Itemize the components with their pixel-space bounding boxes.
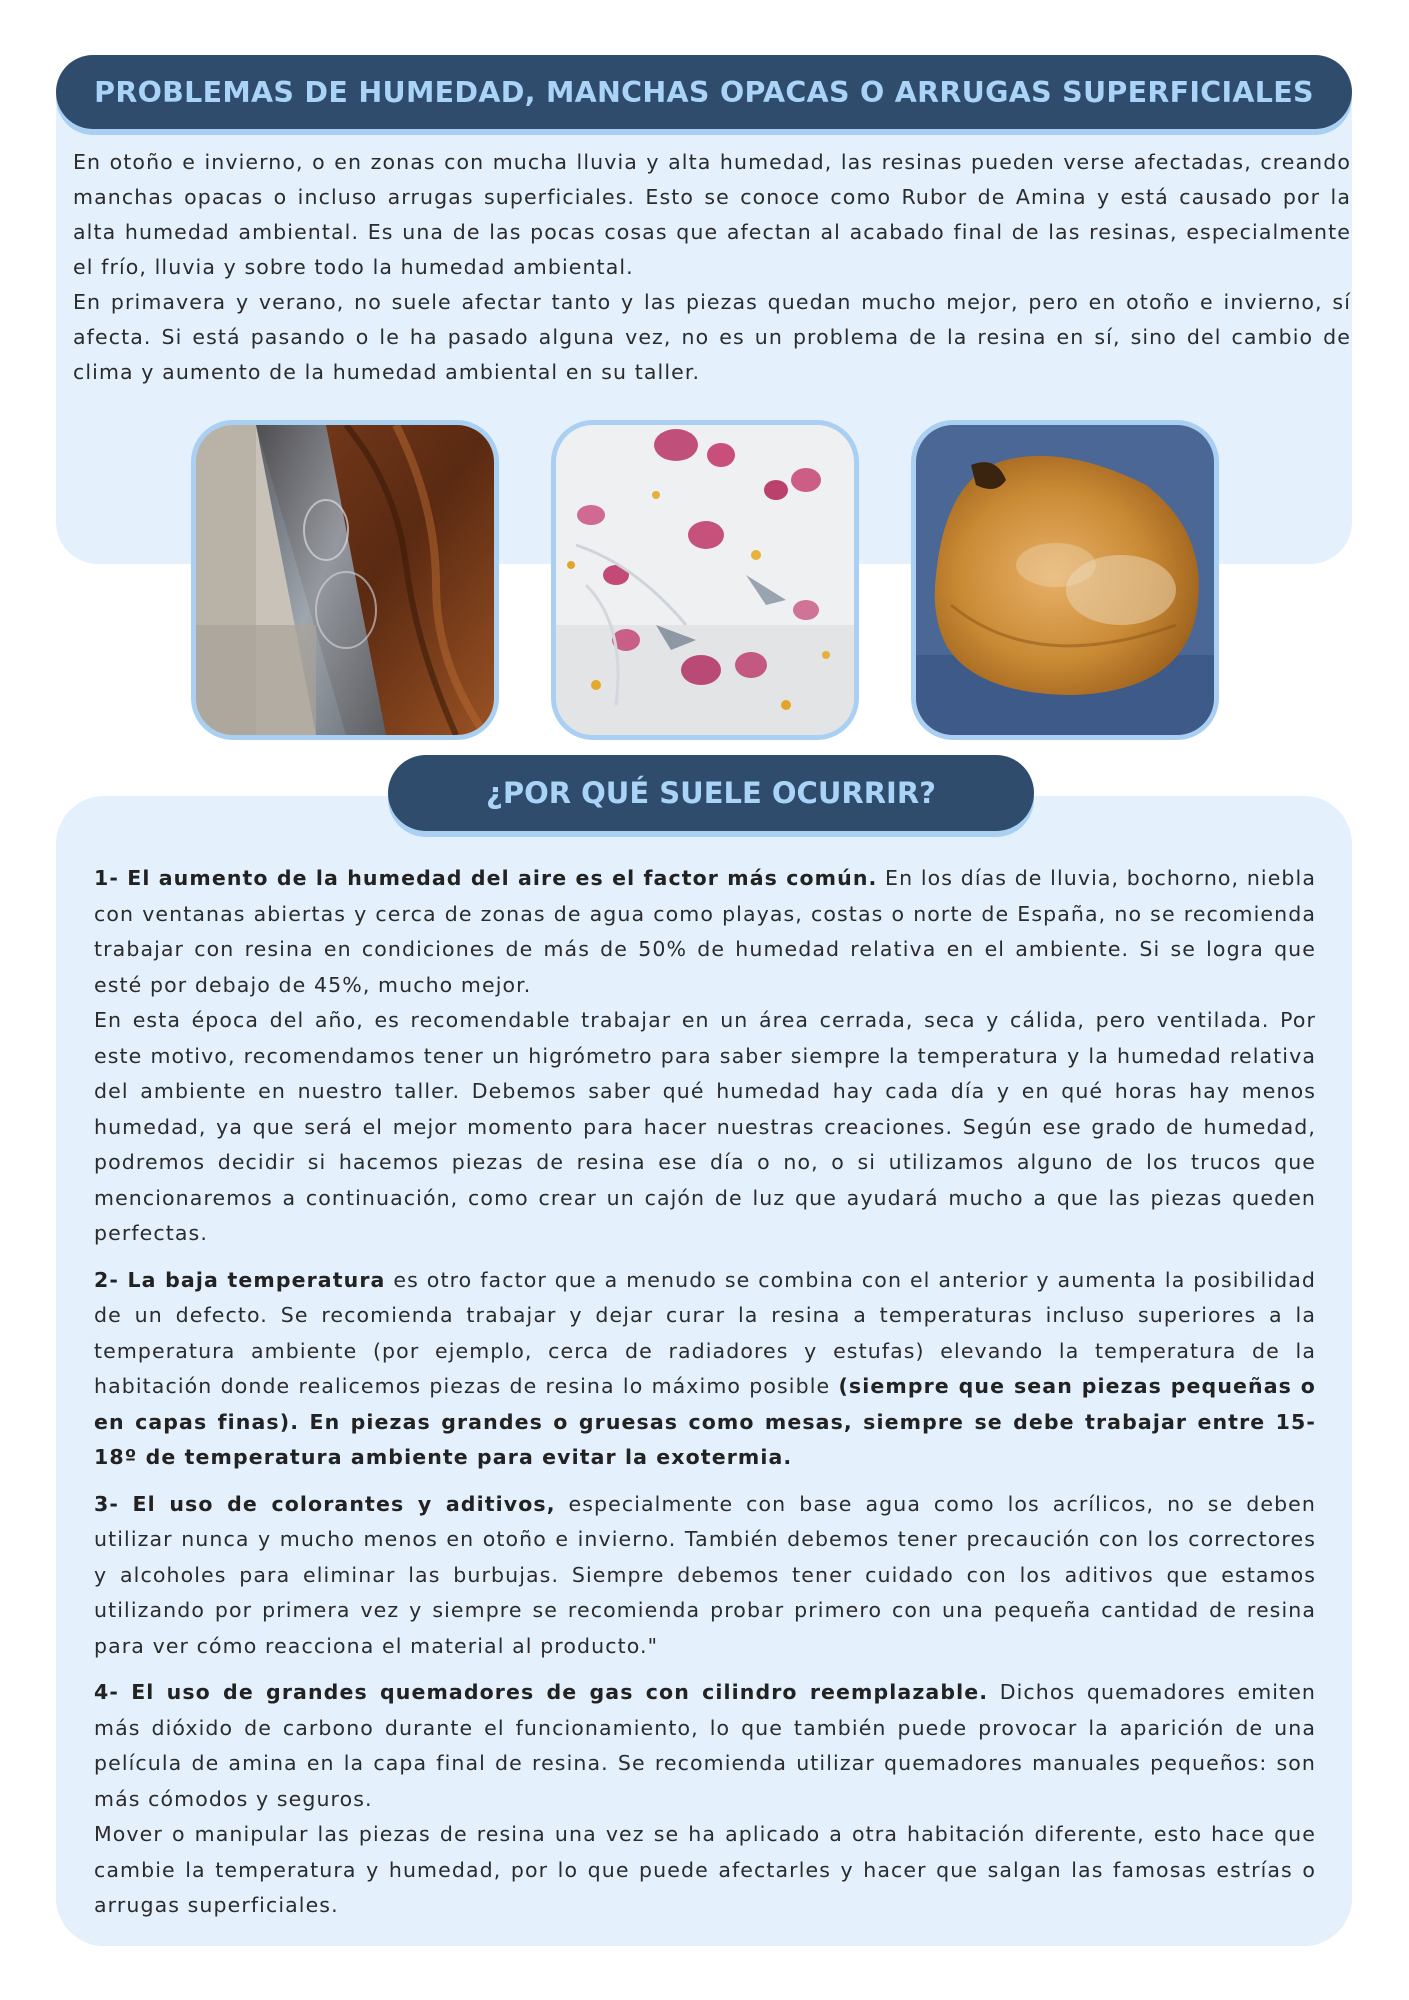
reason-4-continuation: Mover o manipular las piezas de resina una vez se ha aplicado a otra habitación diferente, esto hace que cambie la temperatura y humedad, por lo que puede afectarles y hacer que salgan las famosas estrías o arrugas superficiales. bbox=[94, 1822, 1316, 1917]
intro-text bbox=[73, 145, 1351, 390]
photo-row bbox=[0, 420, 1409, 742]
reason-2-text: es otro factor que a menudo se combina con el anterior y aumenta la posibilidad de un defecto. Se recomienda trabajar y dejar curar la resina a temperaturas incluso superiores a la temperatura ambiente (por ejemplo, cerca de radiadores y estufas) elevando la temperatura de la habitación donde realicemos piezas de resina lo máximo posible bbox=[94, 1267, 1316, 1398]
reason-3 bbox=[94, 1487, 1316, 1665]
reason-4-lead: 4- El uso de grandes quemadores de gas con cilindro reemplazable. bbox=[94, 1680, 989, 1704]
reason-3-text: especialmente con base agua como los acrílicos, no se deben utilizar nunca y mucho menos en otoño e invierno. También debemos tener precaución con los correctores y alcoholes para eliminar las burbujas. Siempre debemos tener cuidado con los aditivos que estamos utilizando por primera vez y siempre se recomienda probar primero con una pequeña cantidad de resina para ver cómo reacciona el material al producto." bbox=[94, 1491, 1316, 1658]
photo-flower-resin bbox=[551, 420, 859, 740]
reason-4 bbox=[94, 1675, 1316, 1817]
intro-paragraph-2: En primavera y verano, no suele afectar tanto y las piezas quedan mucho mejor, pero en otoño e invierno, sí afecta. Si está pasando o le ha pasado alguna vez, no es un problema de la resina en sí, sino del cambio de clima y aumento de la humedad ambiental en su taller. bbox=[73, 290, 1351, 384]
reason-1-text: En los días de lluvia, bochorno, niebla con ventanas abiertas y cerca de zonas de agua como playas, costas o norte de España, no se recomienda trabajar con resina en condiciones de más de 50% de humedad relativa en el ambiente. Si se logra que esté por debajo de 45%, mucho mejor. bbox=[94, 866, 1316, 997]
reason-2-lead: 2- La baja temperatura bbox=[94, 1267, 386, 1292]
reason-1 bbox=[94, 861, 1316, 1003]
section-header-humedad bbox=[56, 55, 1352, 129]
reason-1-lead: 1- El aumento de la humedad del aire es el factor más común. bbox=[94, 866, 878, 890]
photo-wood-resin bbox=[191, 420, 499, 740]
section-header-causes bbox=[388, 755, 1034, 831]
reason-3-lead: 3- El uso de colorantes y aditivos, bbox=[94, 1491, 556, 1516]
reason-2-bold-note: (siempre que sean piezas pequeñas o en capas finas). En piezas grandes o gruesas como mesas, siempre se debe trabajar entre 15-18º de temperatura ambiente para evitar la exotermia. bbox=[94, 1374, 1316, 1469]
reasons-text bbox=[94, 861, 1316, 1935]
reason-4-text: Dichos quemadores emiten más dióxido de carbono durante el funcionamiento, lo que también puede provocar la aparición de una película de amina en la capa final de resina. Se recomienda utilizar quemadores manuales pequeños: son más cómodos y seguros. bbox=[94, 1680, 1316, 1811]
reason-1-continuation: En esta época del año, es recomendable trabajar en un área cerrada, seca y cálida, pero ventilada. Por este motivo, recomendamos tener un higrómetro para saber siempre la temperatura y la humedad relativa del ambiente en nuestro taller. Debemos saber qué humedad hay cada día y en qué horas hay menos humedad, ya que será el mejor momento para hacer nuestras creaciones. Según ese grado de humedad, podremos decidir si hacemos piezas de resina ese día o no, o si utilizamos alguno de los trucos que mencionaremos a continuación, como crear un cajón de luz que ayudará mucho a que las piezas queden perfectas. bbox=[94, 1008, 1316, 1245]
intro-paragraph-1: En otoño e invierno, o en zonas con mucha lluvia y alta humedad, las resinas pueden verse afectadas, creando manchas opacas o incluso arrugas superficiales. Esto se conoce como Rubor de Amina y está causado por la alta humedad ambiental. Es una de las pocas cosas que afectan al acabado final de las resinas, especialmente el frío, lluvia y sobre todo la humedad ambiental. bbox=[73, 150, 1351, 279]
section-title-causes: ¿POR QUÉ SUELE OCURRIR? bbox=[486, 776, 936, 810]
reason-2 bbox=[94, 1263, 1316, 1476]
photo-shell-resin bbox=[911, 420, 1219, 740]
section-title: PROBLEMAS DE HUMEDAD, MANCHAS OPACAS O ARRUGAS SUPERFICIALES bbox=[94, 75, 1314, 109]
